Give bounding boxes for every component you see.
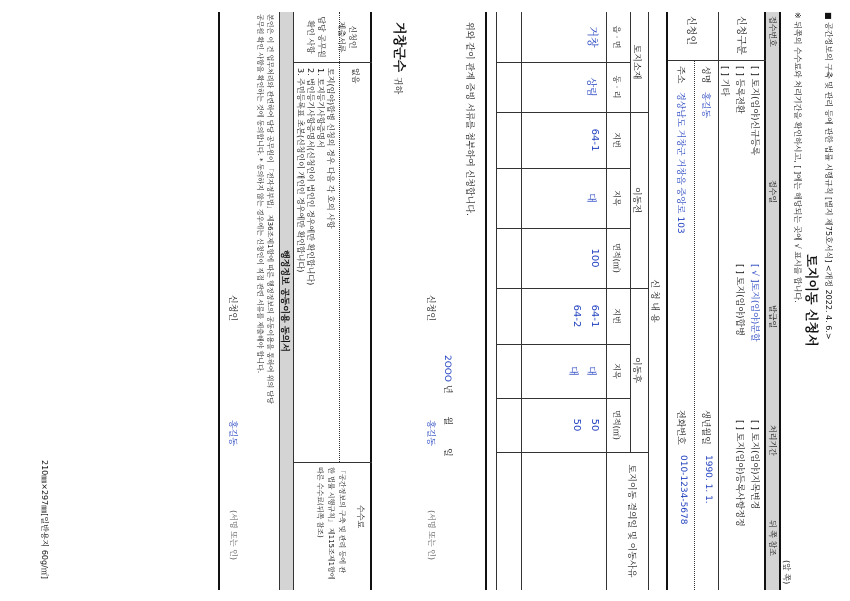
declaration-signer-label: 신청인 xyxy=(425,295,435,322)
option-merger[interactable]: [ ] 토지(임야)합병 xyxy=(734,264,744,336)
eup-value: 거창 xyxy=(586,26,599,48)
issue-date-label: 발급일 xyxy=(768,305,777,329)
after-area-header: 면적(㎡) xyxy=(612,410,621,440)
processing-period-value: 뒤 쪽 참조 xyxy=(768,520,777,556)
consent-signer-label: 신청인 xyxy=(227,295,237,322)
applicant-label: 신청인 xyxy=(685,16,696,45)
addressee-suffix: 귀하 xyxy=(392,76,402,95)
after-area-value-2: 50 xyxy=(571,418,582,432)
addressee xyxy=(391,22,410,94)
fee-text-3: 따른 수수료(뒤쪽 참조) xyxy=(316,467,324,538)
before-jimok-value: 대 xyxy=(585,193,596,203)
option-registration-conversion[interactable]: [ ] 등록전환 xyxy=(734,66,744,114)
dong-ri-header: 동 · 리 xyxy=(612,75,621,99)
after-jibun-value-2: 64-2 xyxy=(571,304,582,328)
declaration-year: 2OOO xyxy=(442,355,452,382)
attach-label-documents: 제출서류 xyxy=(337,21,346,53)
applicant-name-label: 성명 xyxy=(700,66,710,84)
addressee-name: 거창군수 xyxy=(391,22,406,73)
consent-title: 행정정보 공동이용 동의서 xyxy=(279,250,289,352)
check-label-official: 담당 공무원 xyxy=(317,16,326,58)
after-jimok-header: 지목 xyxy=(612,363,621,379)
consent-signer-name: 홍길동 xyxy=(227,420,237,447)
before-move-header: 이동전 xyxy=(631,186,641,214)
dong-value: 상림 xyxy=(585,77,596,97)
declaration-sign-note: (서명 또는 인) xyxy=(427,510,436,560)
land-location-header: 토지소재 xyxy=(631,44,641,80)
attach-label-applicant: 신청인 xyxy=(348,25,357,49)
form-title: 토지이동 신청서 xyxy=(803,254,818,347)
applicant-phone-label: 전화번호 xyxy=(675,410,685,445)
declaration-signer-name: 홍길동 xyxy=(425,420,435,447)
processing-period-label: 처리기간 xyxy=(768,425,777,456)
fee-title: 수수료 xyxy=(356,505,365,529)
reason-header: 토지이동 결의일 및 이동사유 xyxy=(626,464,636,578)
before-jimok-header: 지목 xyxy=(612,190,621,206)
before-area-header: 면적(㎡) xyxy=(612,243,621,273)
consent-sign-note: (서명 또는 인) xyxy=(229,510,238,560)
check-line-3: 2. 법인등기사항증명서(신청인이 법인인 경우에만 확인합니다) xyxy=(306,68,315,286)
page-side-note: (앞 쪽) xyxy=(782,560,791,585)
before-jibun-value: 64-1 xyxy=(589,128,600,152)
after-area-value-1: 50 xyxy=(589,418,600,432)
consent-text-2: 공무원 확인 사항을 확인하는 것에 동의합니다. * 동의하지 않는 경우에는 신청인이 직접 관련 서류를 제출해야 합니다. xyxy=(256,14,264,374)
attach-documents-value: 없음 xyxy=(351,68,360,84)
receipt-number-label: 접수번호 xyxy=(768,16,777,47)
before-jibun-header: 지번 xyxy=(612,132,621,148)
applicant-birth-value: 1990. 1. 1. xyxy=(703,455,713,504)
after-jibun-value-1: 64-1 xyxy=(589,304,600,328)
after-jibun-header: 지번 xyxy=(612,308,621,324)
fee-text-1: 「공간정보의 구축 및 관리 등에 관 xyxy=(338,467,346,574)
day-label: 일 xyxy=(442,448,452,457)
month-label: 월 xyxy=(442,416,452,426)
check-label-items: 확인 사항 xyxy=(306,20,315,54)
fee-text-2: 한 법률 시행규칙」 제115조제1항에 xyxy=(327,467,335,580)
option-new-registration[interactable]: [ ] 토지(임야)신규등록 xyxy=(749,66,759,156)
applicant-address-label: 주소 xyxy=(675,66,685,84)
application-type-label: 신청구분 xyxy=(735,16,746,55)
after-jimok-value-2: 대 xyxy=(567,366,578,376)
declaration-date xyxy=(442,355,455,457)
request-section-title: 신 청 내 용 xyxy=(649,279,659,323)
check-line-1: 토지(임야)합병 신청의 경우 다음 각 호의 사항 xyxy=(326,68,335,229)
consent-text-1: 본인은 이 건 업무처리와 관련하여 담당 공무원이 「전자정부법」 제36조제1항에 따른 행정정보의 공동이용을 통하여 위의 담당 xyxy=(266,14,274,404)
after-jimok-value-1: 대 xyxy=(585,366,596,376)
check-line-2: 1. 토지등기사항증명서 xyxy=(316,68,325,148)
after-move-header: 이동후 xyxy=(631,356,641,384)
instruction-notice: ※ 뒤쪽의 수수료와 처리기간을 확인하시고, [ ]에는 해당되는 곳에 √ 표시를 합니다. xyxy=(793,12,802,303)
eup-myeon-header: 읍 · 면 xyxy=(612,25,621,49)
declaration-text: 위와 같이 관계 증빙 서류를 첨부하여 신청합니다. xyxy=(464,22,474,216)
applicant-phone-value: 010-1234-5678 xyxy=(678,455,688,525)
option-correction[interactable]: [ ] 토지(임야)등록사항정정 xyxy=(734,420,744,527)
regulation-reference: ■ 공간정보의 구축 및 관리 등에 관한 법률 시행규칙 [별지 제75호서식] <개정 2022. 4. 6.> xyxy=(824,12,833,340)
receipt-date-label: 접수일 xyxy=(768,180,777,204)
before-area-value: 100 xyxy=(589,248,600,268)
option-subdivision-label: [ √ ]토지(임야)분할 xyxy=(749,264,759,342)
applicant-address-value: 경상남도 거창군 거창읍 중앙로 103 xyxy=(675,92,685,234)
applicant-birth-label: 생년월일 xyxy=(700,410,710,445)
check-line-4: 3. 주민등록표 초본(신청인이 개인인 경우에만 확인합니다) xyxy=(296,68,305,273)
applicant-name-value: 홍길동 xyxy=(700,92,710,119)
option-other[interactable]: [ ] 기타 xyxy=(719,66,729,97)
option-subdivision[interactable] xyxy=(749,264,762,342)
paper-size-footer: 210㎜×297㎜[일반용지 60g/㎡] xyxy=(40,460,49,579)
option-land-category-change[interactable]: [ ] 토지(임야)지목변경 xyxy=(749,420,759,510)
year-label: 년 xyxy=(442,384,452,394)
